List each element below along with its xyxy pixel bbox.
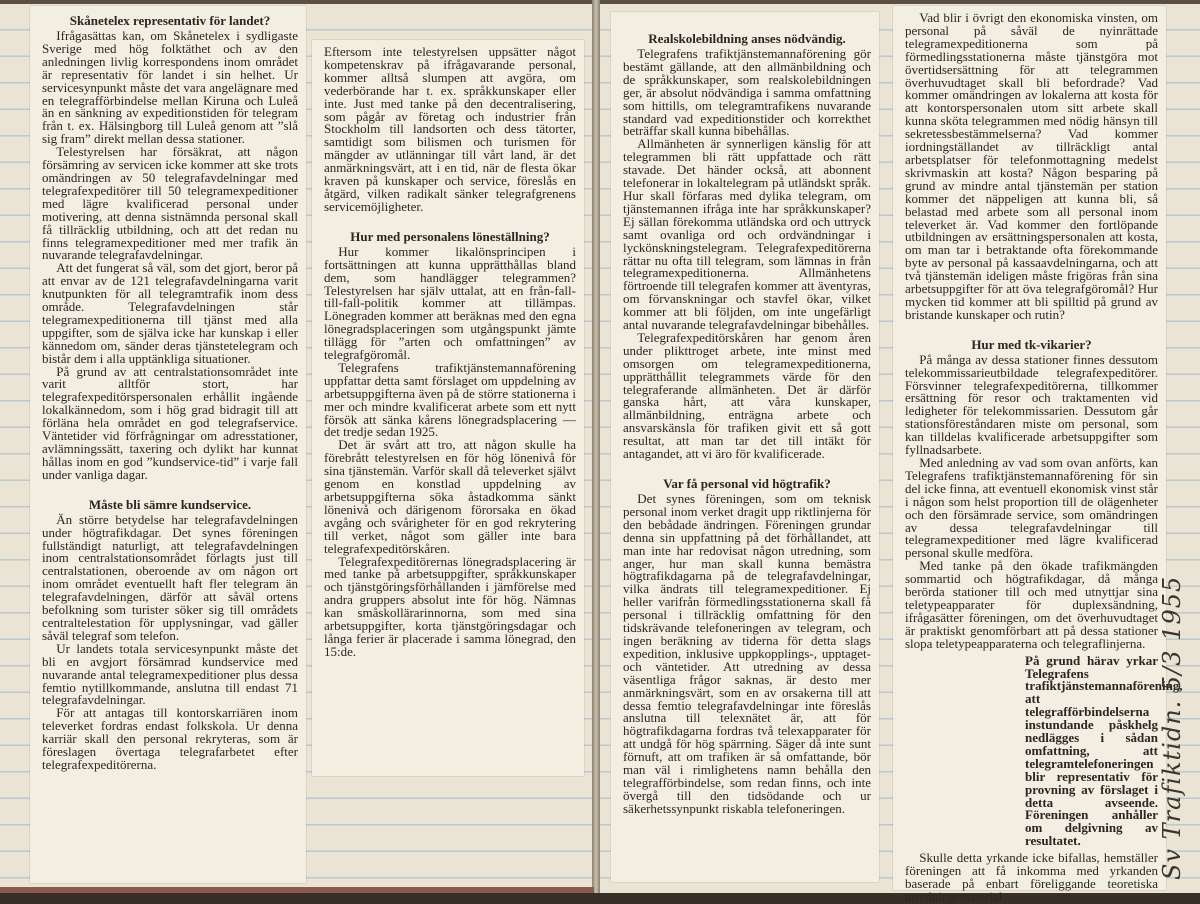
paragraph: Skulle detta yrkande icke bifallas, hemställer föreningen att få inkomma med yrkanden baserade på enbart föreliggande teoretiska utredningsmaterial.: [905, 850, 1158, 904]
clipping-subheading: Måste bli sämre kundservice.: [88, 496, 252, 512]
paragraph: För att antagas till kontorskarriären inom televerket fordras endast folkskola. Ur denna karriär skall den personal rekryteras, som är föreslagen övertaga telegrafarbetet efter telegrafexpeditörerna.: [42, 705, 298, 772]
paragraph: Än större betydelse har telegrafavdelningen under högtrafikdagar. Det synes föreningen fullständigt naturligt, att telegrafavdelningen inom centralstationsområdet förlagts just till centralstationen, oberoende av om någon ort inom området eventuellt haft fler telegram än telegrafavdelningen, därför att såväl ortens befolkning som turister söker sig till områdets centraltelestation för upplysningar, vad gäller såväl telegraf som telefon.: [42, 511, 298, 643]
paragraph: Telegrafexpeditörskåren har genom åren under plikttroget arbete, inte minst med omsorgen om telegramexpeditionerna, upprätthållit telegrammets värde för den telegraferande allmänheten. Det är därför ganska hårt, att våra kunskaper, allmänbildning, enträgna arbete och ansvarskänsla för trafiken givit ett så gott resultat, att man tar det till intäkt för antagandet, att vi äro för kvalificerade.: [623, 329, 871, 462]
paragraph: Telegrafens trafiktjänstemannaförening uppfattar detta samt förslaget om uppdelning av arbetsuppgifterna även på de större stationerna i mer och mindre kvalificerat arbete som ett nytt försök att sänka kårens lönegradsplacering — det tredje sedan 1925.: [324, 359, 576, 440]
paragraph: Med tanke på den ökade trafikmängden sommartid och högtrafikdagar, då många berörda stationer till och med utnyttjar sina teletypeapparater för duplexsändning, ifrågasätter föreningen, om det överhuvudtaget är praktiskt genomförbart att på dessa stationer slopa teletypeapparaterna och telegraflinjerna.: [905, 558, 1158, 651]
clipping-heading: Realskolebildning anses nödvändig.: [648, 31, 846, 46]
paragraph: Eftersom inte telestyrelsen uppsätter något kompetenskrav på ifrågavarande personal, kommer alltså slumpen att avgöra, om vederbörande har t. ex. språkkunskaper eller inte. Just med tanke på den decentralisering, som pågår av företag och industrier från Stockholm till landsorten och dess tätorter, samtidigt som bilismen och turismen för mängder av utlänningar till vårt land, är det anmärkningsvärt, att i en tid, när de flesta ökar kraven på kunskaper och service, föreslås en åtgärd, vilken radikalt sänker telegrafgrenens servicemöjligheter.: [324, 44, 576, 214]
book-spine: [592, 0, 600, 893]
handwritten-source-note: Sv Trafiktidn. 5/3 1955: [1158, 575, 1186, 880]
paragraph: Telestyrelsen har försäkrat, att någon försämring av servicen icke kommer att ske trots omändringen av 50 telegrafavdelningar med telegrafexpeditörer till 50 telegramexpeditioner med lägre kvalificerad personal under motivering, att denna sistnämnda personal skall få tillräcklig utbildning, och att det redan nu finns telegramexpeditioner med mer trafik än nuvarande telegrafavdelningar.: [42, 144, 298, 263]
paragraph: Med anledning av vad som ovan anförts, kan Telegrafens trafiktjänstemannaförening för sin del icke finna, att eventuell ekonomisk vinst står i någon som helst proportion till de olägenheter och den försämrade service, som omändringen av dessa telegrafavdelningar till telegramexpeditioner med lägre kvalificerad personal skulle medföra.: [905, 455, 1158, 561]
paragraph: På grund av att centralstationsområdet inte varit alltför stort, har telegrafexpeditörspersonalen erhållit ingående lokalkännedom, som i hög grad bidragit till att förläna hela området en god telegrafservice. Väntetider vid förfrågningar om adresstationer, avlämningssätt, taxering och dylikt har kunnat hållas inom en god ”kundservice-tid” i varje fall under vanliga dagar.: [42, 363, 298, 482]
paragraph: Telegrafens trafiktjänstemannaförening gör bestämt gällande, att den allmänbildning och de språkkunskaper, som realskolebildningen ger, är absolut nödvändiga i samma omfattning som hittills, om telegramtrafikens nuvarande standard vad expeditionstider och korrekthet beträffar skall kunna bibehållas.: [623, 46, 871, 139]
paragraph: Att det fungerat så väl, som det gjort, beror på att envar av de 121 telegrafavdelningarna varit knutpunkten för all telegramtrafik inom dess område. Telegrafavdelningen står telegramexpeditionerna till tjänst med alla uppgifter, som de själva icke har kunskap i eller kännedom om, sänder deras tjänstetelegram och bistår dem i alla upptänkliga situationer.: [42, 260, 298, 366]
paragraph: Ifrågasättas kan, om Skånetelex i sydligaste Sverige med hög folktäthet och av den anledningen livlig korrespondens inom området är representativ för landet i sin helhet. Ur servicesynpunkt måste det vara angelägnare med en telegrafförbindelse mellan Kiruna och Luleå än en sänkning av expeditionstiden för telegram från t. ex. Hälsingborg till Luleå genom att ”slå sig fram” direkt mellan dessa stationer.: [42, 28, 298, 147]
paragraph: Vad blir i övrigt den ekonomiska vinsten, om personal på såväl de nyinrättade telegramexpeditionerna som på förmedlingsstationerna måste tjänstgöra mot övertidsersättning för att telegrammen överhuvudtaget skall bli befordrade? Vad kommer omändringen av lokalerna att kosta för att kontorspersonalen utom sitt arbete skall kunna sköta telegrammen med nödig hänsyn till sekretessbestämmelserna? Vad kommer iordningställandet av tillräckligt antal arbetsplatser för telefonmottagning medelst skrivmaskin att kosta? Någon besparing på grund av mindre antal tjänstemän per station kommer det näppeligen att kunna bli, så belastad med arbete som all personal inom televerket är. Vad kommer den fortlöpande utbildningen av ersättningspersonalen att kosta, om man tar i betraktande ofta förekommande byte av personal på kassaavdelningarna, och att två tjänstemän ideligen måste frigöras från sina arbetsuppgifter för att öva telegrafgöromål? Hur mycken tid kommer att bli spilltid på grund av bristande kunskaper och rutin?: [905, 10, 1158, 322]
paragraph: Allmänheten är synnerligen känslig för att telegrammen bli rätt uppfattade och rätt stavade. Det händer också, att abonnent telefonerar in lokaltelegram på utländskt språk. Hur skall förfaras med dylika telegram, om tjänstemannen ifråga inte har språkkunskaper? Ej sällan förekomma utländska ord och uttryck samt ovanliga ord och ordvändningar i lyckönskningstelegram. Telegrafexpeditörerna rättar nu ofta till telegram, som lämnas in från telegramexpeditionerna. Allmänhetens förtroende till telegrafen kommer att äventyras, om förvanskningar och stavfel ökar, vilket kommer att bli följden, om inte ungefärligt antal nuvarande telegrafavdelningar bibehålles.: [623, 136, 871, 333]
paragraph: Ur landets totala servicesynpunkt måste det bli en avgjort försämrad kundservice med nuvarande antal telegramexpeditioner plus dessa femtio nytillkommande, anslutna till endast 71 telegrafavdelningar.: [42, 640, 298, 708]
paragraph: Telegrafexpeditörernas lönegradsplacering är med tanke på arbetsuppgifter, språkkunskaper och tjänstgöringsförhållanden i jämförelse med andra gruppers absolut inte för hög. Nämnas kan småskollärarinnorna, som med sina arbetsuppgifter, korta tjänstgöringsdagar och långa ferier är placerade i samma lönegrad, den 15:de.: [324, 553, 576, 659]
clipping-subheading: Var få personal vid högtrafik?: [663, 476, 831, 491]
clipping-heading: Skånetelex representativ för landet?: [69, 13, 271, 28]
resolution-text: att telegrafförbindelserna instundande påskhelg nedlägges i sådan omfattning, att telegramtelefoneringen blir representativ för provning av förslaget i detta avseende. Föreningen anhåller om delgivning av resultatet.: [1025, 691, 1158, 849]
paragraph: På många av dessa stationer finnes dessutom telekommissarieutbildade telegrafexpeditörer. Försvinner telegrafexpeditörerna, tillkommer ersättning för resor och traktamenten vid ledigheter för telekommissarien. Dessutom går stationsföreståndaren miste om personal, som kan tilldelas kvalificerade arbetsuppgifter som fyllnadsarbete.: [905, 351, 1158, 458]
clipping-subheading: Hur med personalens löneställning?: [350, 228, 550, 244]
book-cover-edge: [0, 887, 594, 893]
paragraph: Det är svårt att tro, att någon skulle ha förebrått telestyrelsen en för hög lönenivå för sina tjänstemän. Varför skall då televerket självt genom en konstlad uppdelning av arbetsuppgifterna söka åstadkomma sänkt lönenivå och därigenom förorsaka en ökad avgång och svårigheter för en god rekrytering till verket, något som gäller inte bara telegrafexpeditörskåren.: [324, 437, 576, 556]
newspaper-clipping-1: [30, 6, 306, 883]
resolution-intro: På grund härav yrkar Telegrafens trafiktjänstemannaförening,: [1025, 652, 1183, 694]
paragraph: Det synes föreningen, som om teknisk personal inom verket dragit upp riktlinjerna för den bebådade ändringen. Föreningen grundar denna sin uppfattning på det förhållandet, att man inte har redovisat någon utredning, som anger, hur man skall kunna bemästra högtrafikdagarna på de telegrafavdelningar, vilka ändrats till telegramexpeditioner. Ej heller varifrån förmedlingsstationerna skall få personal i tillräcklig omfattning för den tidskrävande telefoneringen av telegram, och ingen beräkning av tiderna för detta slags expedition, inklusive uppkopplings-, upptaget- och väntetider. Att utredning av dessa väsentliga frågor saknas, är desto mer anmärkningsvärt, som en av orsakerna till att dessa femtio telegrafavdelningar inte föreslås anslutna till telexnätet är, att för högtrafikdagarna fordras två telexapparater för att undgå för hög spärrning. Säger då inte sunt förnuft, att om trafiken är så omfattande, bör man väl i rimlighetens namn behålla den telegrafförbindelse, som redan finns, och inte övergå till den tidsödande och ur säkerhetssynpunkt riskabla telefoneringen.: [623, 491, 871, 816]
clipping-subheading: Hur med tk-vikarier?: [971, 336, 1092, 352]
newspaper-clipping-3: [611, 12, 879, 882]
newspaper-clipping-2: [312, 40, 584, 776]
paragraph: Hur kommer likalönsprincipen i fortsättningen att kunna upprätthållas bland dem, som handlägger telegrammen? Telestyrelsen har själv uttalat, att en från-fall-till-fall-politik kommer att tillämpas. Lönegraden kommer att beräknas med den egna lönegradsplaceringen som utgångspunkt jämte tillägg för ”arten och omfattningen” av telegrafgöromål.: [324, 243, 576, 363]
